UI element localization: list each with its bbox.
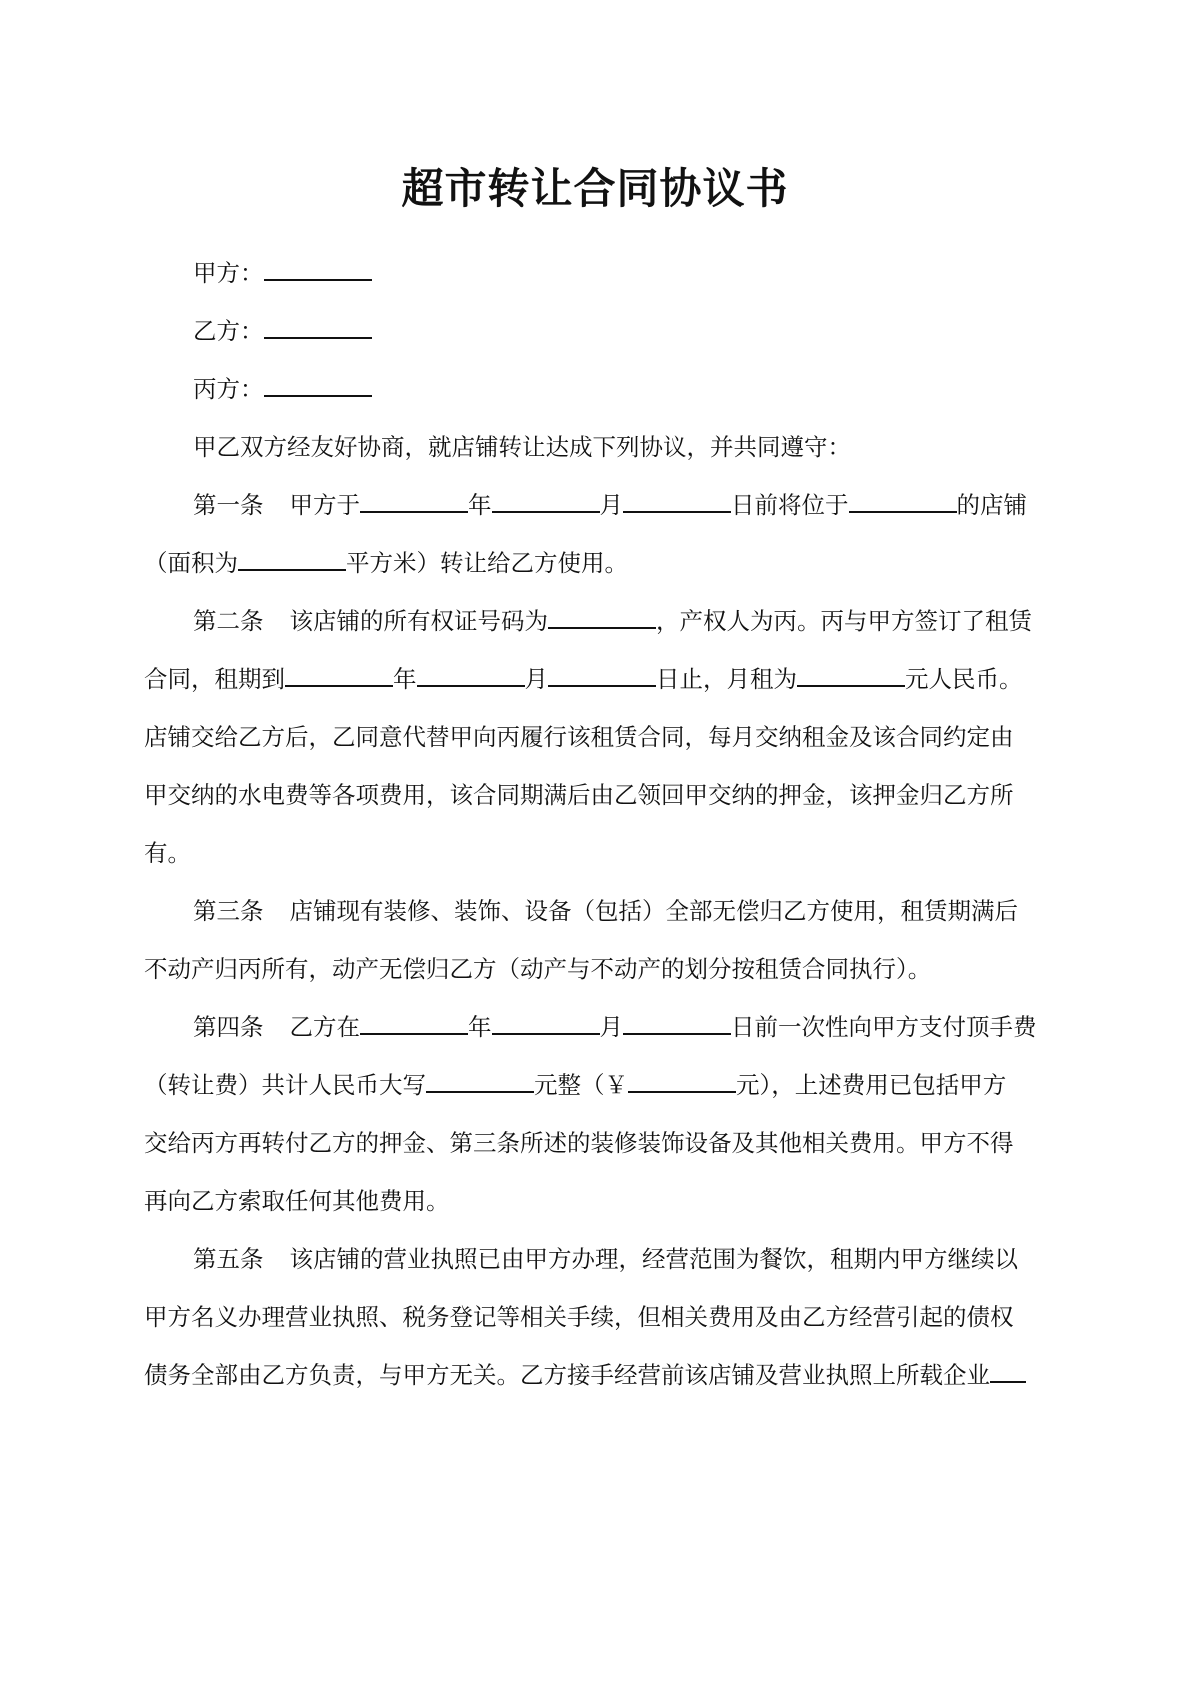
article-4-text: 乙方在 xyxy=(289,1013,360,1041)
month-label: 月 xyxy=(524,665,548,693)
party-b-label: 乙方： xyxy=(193,317,264,345)
article-2-line-1 xyxy=(144,590,1093,653)
article-2-line-5: 有。 xyxy=(144,839,191,867)
article-4-line-2 xyxy=(144,1054,1044,1117)
area-unit-text: 平方米）转让给乙方使用。 xyxy=(346,549,628,577)
article-1-day-blank[interactable] xyxy=(623,490,731,513)
year-label: 年 xyxy=(393,665,417,693)
article-4-heading: 第四条 xyxy=(193,1013,264,1041)
day-label: 日前将位于 xyxy=(731,491,849,519)
party-c-label: 丙方： xyxy=(193,375,264,403)
article-5-line-3 xyxy=(144,1344,1044,1407)
article-2-line-2 xyxy=(144,648,1044,711)
rent-unit-text: 元人民币。 xyxy=(905,665,1023,693)
article-4-month-blank[interactable] xyxy=(492,1012,600,1035)
article-5-company-blank[interactable] xyxy=(990,1360,1026,1383)
article-3-line-2: 不动产归丙所有，动产无偿归乙方（动产与不动产的划分按租赁合同执行）。 xyxy=(144,955,932,983)
party-a-line xyxy=(144,242,1093,305)
article-2-cert-blank[interactable] xyxy=(548,606,656,629)
article-5-heading: 第五条 xyxy=(193,1245,264,1273)
area-label: （面积为 xyxy=(144,549,238,577)
article-1-area-blank[interactable] xyxy=(238,548,346,571)
article-1-year-blank[interactable] xyxy=(360,490,468,513)
year-label: 年 xyxy=(468,1013,492,1041)
article-1-heading: 第一条 xyxy=(193,491,264,519)
article-2-line-3: 店铺交给乙方后，乙同意代替甲向丙履行该租赁合同，每月交纳租金及该合同约定由 xyxy=(144,723,1014,751)
article-2-day-blank[interactable] xyxy=(548,664,656,687)
party-b-line xyxy=(144,300,1093,363)
article-2-year-blank[interactable] xyxy=(285,664,393,687)
transfer-fee-label: （转让费）共计人民币大写 xyxy=(144,1071,426,1099)
article-3-text: 店铺现有装修、装饰、设备（包括）全部无偿归乙方使用，租赁期满后 xyxy=(289,897,1018,925)
article-5-line-2: 甲方名义办理营业执照、税务登记等相关手续，但相关费用及由乙方经营引起的债权 xyxy=(144,1303,1014,1331)
article-4-line-4: 再向乙方索取任何其他费用。 xyxy=(144,1187,450,1215)
article-3-heading: 第三条 xyxy=(193,897,264,925)
year-label: 年 xyxy=(468,491,492,519)
article-2-heading: 第二条 xyxy=(193,607,264,635)
article-1-line-2 xyxy=(144,532,1044,595)
article-5-text-3: 债务全部由乙方负责，与甲方无关。乙方接手经营前该店铺及营业执照上所载企业 xyxy=(144,1361,990,1389)
article-2-text: 该店铺的所有权证号码为 xyxy=(289,607,548,635)
payment-text: 日前一次性向甲方支付顶手费 xyxy=(731,1013,1037,1041)
party-c-blank[interactable] xyxy=(264,374,372,397)
party-b-blank[interactable] xyxy=(264,316,372,339)
article-3-line-1 xyxy=(144,880,1093,943)
shop-label: 的店铺 xyxy=(956,491,1027,519)
document-title: 超市转让合同协议书 xyxy=(401,164,789,213)
month-label: 月 xyxy=(599,1013,623,1041)
preamble: 甲乙双方经友好协商，就店铺转让达成下列协议，并共同遵守： xyxy=(193,433,851,461)
article-4-year-blank[interactable] xyxy=(360,1012,468,1035)
amount-tail-text: 元），上述费用已包括甲方 xyxy=(736,1071,1007,1099)
article-5-line-1 xyxy=(144,1228,1093,1291)
article-2-month-blank[interactable] xyxy=(417,664,525,687)
amount-yuan-label: 元整（￥ xyxy=(534,1071,628,1099)
party-c-line xyxy=(144,358,1093,421)
article-1-line-1 xyxy=(144,474,1093,537)
article-4-amount-number-blank[interactable] xyxy=(628,1070,736,1093)
article-4-day-blank[interactable] xyxy=(623,1012,731,1035)
lease-term-label: 合同，租期到 xyxy=(144,665,285,693)
party-a-blank[interactable] xyxy=(264,258,372,281)
article-1-text: 甲方于 xyxy=(289,491,360,519)
article-4-line-1 xyxy=(144,996,1093,1059)
party-a-label: 甲方： xyxy=(193,259,264,287)
article-2-line-4: 甲交纳的水电费等各项费用，该合同期满后由乙领回甲交纳的押金，该押金归乙方所 xyxy=(144,781,1014,809)
article-4-amount-words-blank[interactable] xyxy=(426,1070,534,1093)
article-4-line-3: 交给丙方再转付乙方的押金、第三条所述的装修装饰设备及其他相关费用。甲方不得 xyxy=(144,1129,1014,1157)
rent-label: 日止，月租为 xyxy=(656,665,797,693)
article-2-rent-blank[interactable] xyxy=(797,664,905,687)
article-5-text: 该店铺的营业执照已由甲方办理，经营范围为餐饮，租期内甲方继续以 xyxy=(289,1245,1018,1273)
month-label: 月 xyxy=(599,491,623,519)
article-1-location-blank[interactable] xyxy=(849,490,957,513)
article-1-month-blank[interactable] xyxy=(492,490,600,513)
article-2-text-2: ，产权人为丙。丙与甲方签订了租赁 xyxy=(656,607,1032,635)
